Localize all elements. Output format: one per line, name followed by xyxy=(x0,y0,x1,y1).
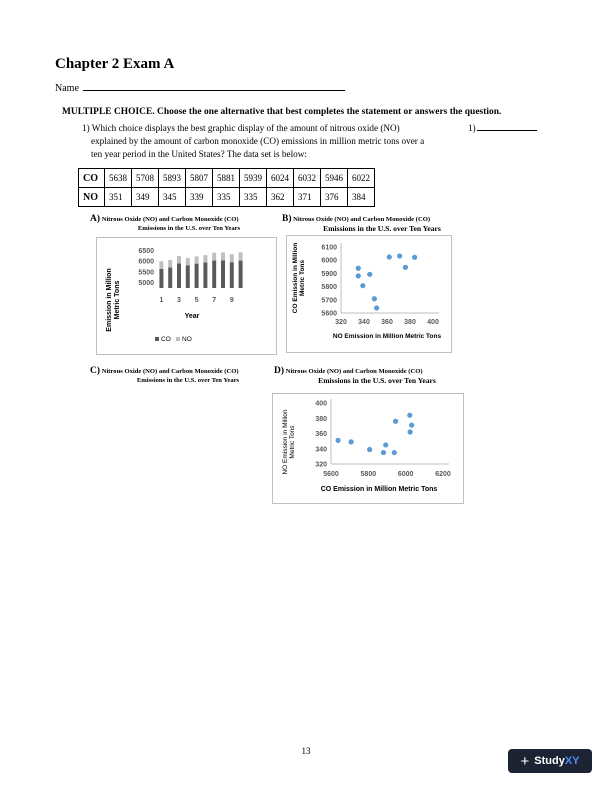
table-cell: 371 xyxy=(294,188,321,207)
y-tick-label: 6100 xyxy=(321,244,337,252)
chart-b-ylabel-2: Metric Tons xyxy=(299,260,306,296)
x-tick-label: 400 xyxy=(427,319,439,326)
option-c-title-1: Nitrous Oxide (NO) and Carbon Monoxide (CO) xyxy=(101,368,239,375)
option-a-letter: A) xyxy=(90,214,101,224)
chart-b-xlabel: NO Emission in Million Metric Tons xyxy=(332,333,442,340)
bar-co xyxy=(230,262,234,288)
legend-swatch-co xyxy=(155,337,159,341)
row-header: NO xyxy=(79,188,105,207)
table-cell: 335 xyxy=(240,188,267,207)
scatter-point xyxy=(387,254,392,259)
table-row-co xyxy=(79,169,375,188)
chart-a-svg xyxy=(97,238,278,356)
data-table xyxy=(78,168,375,207)
table-cell: 5638 xyxy=(105,169,132,188)
scatter-point xyxy=(360,283,365,288)
bar-co xyxy=(168,267,172,288)
page-number: 13 xyxy=(301,746,311,756)
y-tick-label: 5800 xyxy=(321,284,337,292)
scatter-point xyxy=(367,447,372,452)
table-cell: 5881 xyxy=(213,169,240,188)
bar-co xyxy=(159,269,163,288)
y-tick-label: 6000 xyxy=(321,257,337,265)
y-tick-label: 5900 xyxy=(321,270,337,278)
bar-co xyxy=(195,264,199,288)
x-tick-label: 340 xyxy=(358,319,370,326)
bar-no xyxy=(159,261,163,269)
option-d-letter: D) xyxy=(274,366,285,376)
scatter-point xyxy=(408,429,413,434)
question-text xyxy=(82,122,462,161)
scatter-point xyxy=(403,265,408,270)
scatter-point xyxy=(393,419,398,424)
bar-no xyxy=(212,253,216,261)
legend-swatch-no xyxy=(176,337,180,341)
option-a-heading xyxy=(90,215,280,233)
bar-no xyxy=(239,252,243,260)
y-tick-label: 400 xyxy=(315,400,327,408)
chart-d-ylabel-2: Metric Tons xyxy=(289,425,296,459)
table-cell: 5893 xyxy=(159,169,186,188)
badge-text-accent: XY xyxy=(564,755,580,767)
name-row xyxy=(55,82,345,94)
bar-co xyxy=(203,262,207,288)
table-cell: 362 xyxy=(267,188,294,207)
chart-d-xlabel: CO Emission in Million Metric Tons xyxy=(320,486,438,493)
x-tick-label: 9 xyxy=(229,297,234,304)
bar-no xyxy=(195,256,199,263)
option-c-title-2: Emissions in the U.S. over Ten Years xyxy=(136,376,240,384)
chart-a-legend xyxy=(155,336,192,343)
chart-a-xlabel: Year xyxy=(184,313,200,320)
scatter-point xyxy=(392,450,397,455)
option-b-heading xyxy=(282,215,472,233)
scatter-point xyxy=(407,413,412,418)
option-d-title-2: Emissions in the U.S. over Ten Years xyxy=(318,375,436,385)
option-a-title-1: Nitrous Oxide (NO) and Carbon Monoxide (CO) xyxy=(101,216,239,223)
option-b-title-1: Nitrous Oxide (NO) and Carbon Monoxide (CO) xyxy=(293,216,431,223)
scatter-point xyxy=(372,296,377,301)
question-line-1: 1) Which choice displays the best graphic display of the amount of nitrous oxide (NO) xyxy=(82,123,400,133)
option-d-title-1: Nitrous Oxide (NO) and Carbon Monoxide (CO) xyxy=(285,368,423,375)
x-tick-label: 7 xyxy=(212,297,217,304)
legend-label-no: NO xyxy=(182,336,192,343)
bar-no xyxy=(168,260,172,268)
bar-no xyxy=(221,252,225,260)
plus-icon: + xyxy=(520,752,530,770)
y-tick-label: 5000 xyxy=(138,280,154,288)
x-tick-label: 1 xyxy=(159,297,164,304)
scatter-point xyxy=(356,266,361,271)
x-tick-label: 5600 xyxy=(323,471,339,478)
option-c-letter: C) xyxy=(90,366,101,376)
studyxy-badge[interactable] xyxy=(508,749,592,773)
option-b-title-2: Emissions in the U.S. over Ten Years xyxy=(323,223,441,233)
x-tick-label: 5800 xyxy=(360,471,377,478)
y-tick-label: 380 xyxy=(315,415,327,423)
x-tick-label: 3 xyxy=(177,297,181,304)
bar-no xyxy=(203,255,207,262)
scatter-point xyxy=(356,273,361,278)
x-tick-label: 380 xyxy=(404,319,416,326)
y-tick-label: 5600 xyxy=(321,310,337,318)
chart-option-a[interactable] xyxy=(96,237,277,355)
x-tick-label: 360 xyxy=(381,319,393,326)
y-tick-label: 320 xyxy=(315,461,327,469)
table-cell: 351 xyxy=(105,188,132,207)
chart-d-svg xyxy=(273,394,465,505)
y-tick-label: 6500 xyxy=(138,247,154,255)
scatter-point xyxy=(397,253,402,258)
table-cell: 6022 xyxy=(348,169,375,188)
chart-a-ylabel-2: Metric Tons xyxy=(114,280,121,320)
chart-b-ylabel-1: CO Emission in Million xyxy=(292,242,299,314)
question-line-3: ten year period in the United States? The data set is below: xyxy=(91,149,307,159)
answer-blank[interactable] xyxy=(477,122,537,131)
bar-co xyxy=(177,263,181,288)
bar-no xyxy=(186,258,190,265)
x-tick-label: 5 xyxy=(194,297,199,304)
row-header: CO xyxy=(79,169,105,188)
y-tick-label: 6000 xyxy=(138,258,154,266)
bar-no xyxy=(177,256,181,263)
y-tick-label: 360 xyxy=(315,431,327,438)
y-tick-label: 5700 xyxy=(321,297,337,305)
chart-d-ylabel-1: NO Emission in Million xyxy=(282,409,289,475)
x-tick-label: 320 xyxy=(335,319,347,326)
chart-option-d[interactable] xyxy=(272,393,464,504)
scatter-point xyxy=(367,272,372,277)
table-cell: 5939 xyxy=(240,169,267,188)
table-cell: 5708 xyxy=(132,169,159,188)
scatter-point xyxy=(412,255,417,260)
table-cell: 5807 xyxy=(186,169,213,188)
answer-label: 1) xyxy=(468,123,476,133)
bar-co xyxy=(239,261,243,288)
name-label: Name xyxy=(55,83,79,94)
name-blank[interactable] xyxy=(83,82,345,91)
chart-a-ylabel-1: Emission in Million xyxy=(106,268,113,332)
chart-b-svg xyxy=(287,236,453,354)
option-b-letter: B) xyxy=(282,214,292,224)
scatter-point xyxy=(335,438,340,443)
scatter-point xyxy=(383,442,388,447)
scatter-point xyxy=(374,305,379,310)
option-d-heading xyxy=(274,367,474,385)
table-row-no xyxy=(79,188,375,207)
scatter-point xyxy=(409,423,414,428)
chart-option-b[interactable] xyxy=(286,235,452,353)
bar-co xyxy=(186,265,190,288)
scatter-point xyxy=(349,439,354,444)
multiple-choice-header: MULTIPLE CHOICE. Choose the one alternative that best completes the statement or answers the question. xyxy=(62,107,502,117)
table-cell: 339 xyxy=(186,188,213,207)
badge-text-main: Study xyxy=(534,755,565,767)
table-cell: 335 xyxy=(213,188,240,207)
answer-blank-row xyxy=(468,122,537,133)
y-tick-label: 340 xyxy=(315,446,327,454)
table-cell: 376 xyxy=(321,188,348,207)
x-tick-label: 6000 xyxy=(397,471,414,478)
table-cell: 345 xyxy=(159,188,186,207)
bar-co xyxy=(221,260,225,288)
option-a-title-2: Emissions in the U.S. over Ten Years xyxy=(137,224,241,232)
x-tick-label: 6200 xyxy=(435,471,451,478)
table-cell: 6032 xyxy=(294,169,321,188)
table-cell: 5946 xyxy=(321,169,348,188)
table-cell: 349 xyxy=(132,188,159,207)
table-cell: 6024 xyxy=(267,169,294,188)
legend-label-co: CO xyxy=(161,336,171,343)
bar-co xyxy=(212,261,216,288)
table-cell: 384 xyxy=(348,188,375,207)
exam-title: Chapter 2 Exam A xyxy=(55,56,175,72)
question-line-2: explained by the amount of carbon monoxide (CO) emissions in million metric tons over a xyxy=(91,136,425,146)
bar-no xyxy=(230,254,234,262)
scatter-point xyxy=(381,450,386,455)
y-tick-label: 5500 xyxy=(138,269,154,277)
option-c-heading xyxy=(90,367,280,385)
